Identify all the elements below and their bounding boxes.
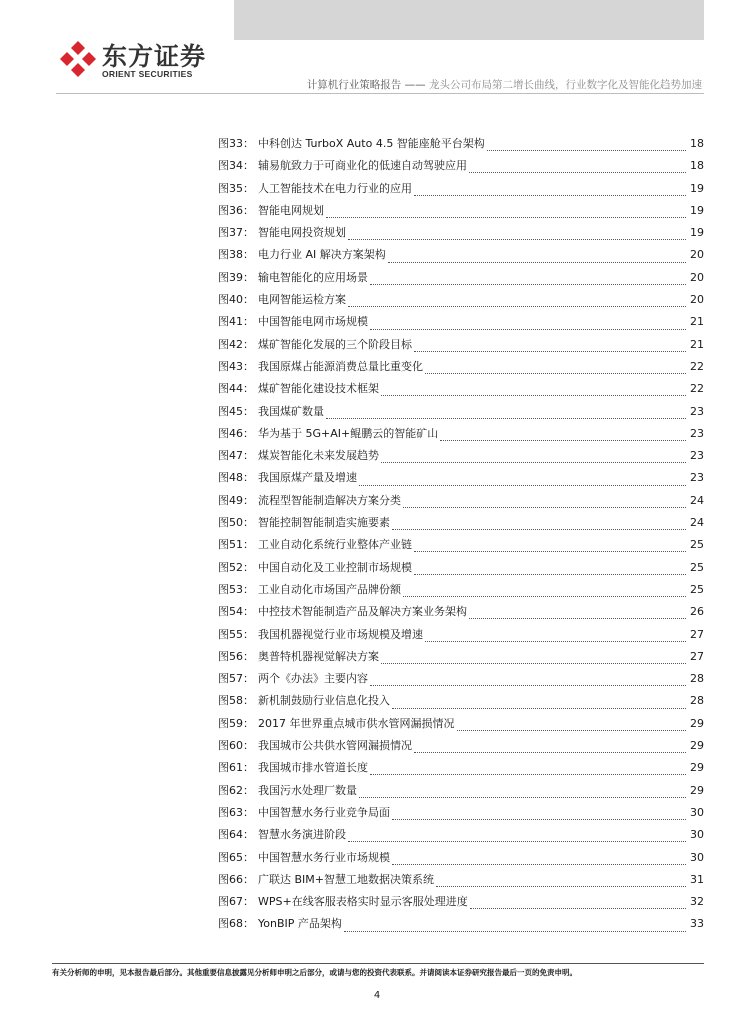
toc-entry-label: 图39：	[218, 270, 254, 284]
toc-entry-title: 我国原煤产量及增速	[258, 471, 357, 485]
toc-entry-title: 煤炭智能化未来发展趋势	[258, 449, 379, 463]
toc-entry-page: 30	[690, 828, 704, 842]
toc-dot-leader	[414, 573, 686, 575]
toc-entry-title: 我国原煤占能源消费总量比重变化	[258, 359, 423, 373]
toc-entry-page: 25	[690, 538, 704, 552]
toc-entry-label: 图41：	[218, 315, 254, 329]
toc-entry-page: 27	[690, 649, 704, 663]
toc-entry-label: 图54：	[218, 605, 254, 619]
toc-dot-leader	[469, 617, 686, 619]
toc-entry-label: 图42：	[218, 337, 254, 351]
toc-dot-leader	[348, 238, 686, 240]
toc-entry-page: 28	[690, 694, 704, 708]
toc-entry-title: 中国智能电网市场规模	[258, 315, 368, 329]
toc-entry-title: 奥普特机器视觉解决方案	[258, 649, 379, 663]
toc-entry-page: 29	[690, 761, 704, 775]
toc-entry[interactable]	[218, 269, 704, 291]
toc-entry-page: 24	[690, 493, 704, 507]
toc-entry[interactable]	[218, 246, 704, 268]
toc-entry[interactable]	[218, 380, 704, 402]
toc-entry[interactable]	[218, 692, 704, 714]
toc-dot-leader	[470, 907, 686, 909]
toc-dot-leader	[425, 640, 686, 642]
toc-entry-page: 29	[690, 739, 704, 753]
toc-dot-leader	[392, 863, 686, 865]
toc-entry-page: 31	[690, 872, 704, 886]
toc-entry-page: 28	[690, 672, 704, 686]
toc-entry[interactable]	[218, 224, 704, 246]
toc-entry-title: WPS+在线客服表格实时显示客服处理进度	[258, 895, 468, 909]
toc-dot-leader	[425, 372, 686, 374]
toc-entry[interactable]	[218, 514, 704, 536]
toc-entry-page: 26	[690, 605, 704, 619]
toc-entry-title: 广联达 BIM+智慧工地数据决策系统	[258, 872, 434, 886]
toc-dot-leader	[370, 328, 686, 330]
toc-entry-page: 19	[690, 203, 704, 217]
toc-entry-title: 辅易航致力于可商业化的低速自动驾驶应用	[258, 159, 467, 173]
toc-entry[interactable]	[218, 358, 704, 380]
toc-entry[interactable]	[218, 492, 704, 514]
toc-entry-title: YonBIP 产品架构	[258, 917, 342, 931]
toc-entry-label: 图50：	[218, 516, 254, 530]
toc-entry[interactable]	[218, 313, 704, 335]
toc-entry-label: 图40：	[218, 293, 254, 307]
toc-entry-page: 19	[690, 226, 704, 240]
toc-entry[interactable]	[218, 336, 704, 358]
toc-entry-page: 30	[690, 805, 704, 819]
toc-entry[interactable]	[218, 670, 704, 692]
header-top-bar-gap	[704, 0, 754, 40]
toc-entry-label: 图58：	[218, 694, 254, 708]
footer-disclaimer: 有关分析师的申明，见本报告最后部分。其他重要信息披露见分析师申明之后部分，或请与您的投资代表联系。并请阅读本证券研究报告最后一页的免责申明。	[52, 968, 577, 977]
toc-dot-leader	[414, 550, 686, 552]
report-dash: ——	[404, 79, 426, 91]
toc-entry[interactable]	[218, 447, 704, 469]
toc-dot-leader	[436, 885, 686, 887]
toc-entry-title: 工业自动化系统行业整体产业链	[258, 538, 412, 552]
toc-entry-page: 20	[690, 293, 704, 307]
toc-dot-leader	[348, 305, 686, 307]
toc-entry-page: 20	[690, 248, 704, 262]
toc-entry-title: 中科创达 TurboX Auto 4.5 智能座舱平台架构	[258, 137, 485, 150]
toc-entry[interactable]	[218, 737, 704, 759]
toc-dot-leader	[392, 528, 686, 530]
toc-entry-label: 图35：	[218, 181, 254, 195]
toc-entry-label: 图64：	[218, 828, 254, 842]
toc-entry-title: 我国机器视觉行业市场规模及增速	[258, 627, 423, 641]
toc-entry-title: 我国城市排水管道长度	[258, 761, 368, 775]
toc-entry-title: 工业自动化市场国产品牌份额	[258, 582, 401, 596]
toc-entry-page: 25	[690, 560, 704, 574]
toc-entry-title: 我国城市公共供水管网漏损情况	[258, 739, 412, 753]
toc-entry-page: 29	[690, 783, 704, 797]
header-top-bar	[234, 0, 704, 40]
toc-entry-page: 23	[690, 426, 704, 440]
toc-dot-leader	[403, 506, 686, 508]
toc-dot-leader	[359, 796, 686, 798]
company-logo	[58, 35, 228, 83]
toc-entry[interactable]	[218, 759, 704, 781]
toc-dot-leader	[440, 439, 686, 441]
toc-entry-label: 图59：	[218, 716, 254, 730]
toc-entry-label: 图65：	[218, 850, 254, 864]
toc-entry[interactable]	[218, 403, 704, 425]
toc-entry[interactable]	[218, 202, 704, 224]
toc-dot-leader	[392, 707, 686, 709]
toc-entry-label: 图60：	[218, 739, 254, 753]
toc-entry[interactable]	[218, 893, 704, 915]
toc-entry-page: 22	[690, 382, 704, 396]
toc-entry-page: 21	[690, 315, 704, 329]
footer-divider	[52, 963, 704, 964]
toc-dot-leader	[469, 171, 686, 173]
toc-entry-page: 18	[690, 137, 704, 150]
toc-entry[interactable]	[218, 536, 704, 558]
toc-entry[interactable]	[218, 291, 704, 313]
toc-entry[interactable]	[218, 804, 704, 826]
toc-dot-leader	[392, 818, 686, 820]
toc-entry-label: 图46：	[218, 426, 254, 440]
toc-entry-label: 图43：	[218, 359, 254, 373]
toc-entry-page: 19	[690, 181, 704, 195]
toc-entry-page: 27	[690, 627, 704, 641]
toc-entry-page: 30	[690, 850, 704, 864]
toc-dot-leader	[326, 417, 686, 419]
toc-entry[interactable]	[218, 603, 704, 625]
toc-entry[interactable]	[218, 648, 704, 670]
toc-dot-leader	[359, 484, 686, 486]
toc-entry-page: 23	[690, 404, 704, 418]
toc-entry-label: 图33：	[218, 137, 254, 150]
toc-entry-label: 图56：	[218, 649, 254, 663]
toc-entry-page: 32	[690, 895, 704, 909]
toc-entry-title: 两个《办法》主要内容	[258, 672, 368, 686]
logo-english-name: ORIENT SECURITIES	[102, 69, 193, 79]
toc-entry-title: 智能电网规划	[258, 203, 324, 217]
header-divider	[56, 93, 704, 94]
toc-entry-label: 图45：	[218, 404, 254, 418]
toc-entry-title: 人工智能技术在电力行业的应用	[258, 181, 412, 195]
toc-entry-title: 电网智能运检方案	[258, 293, 346, 307]
toc-entry-page: 29	[690, 716, 704, 730]
toc-entry-label: 图66：	[218, 872, 254, 886]
toc-dot-leader	[381, 461, 686, 463]
toc-entry-title: 流程型智能制造解决方案分类	[258, 493, 401, 507]
toc-entry-label: 图52：	[218, 560, 254, 574]
report-header-title	[280, 77, 702, 92]
toc-entry-title: 煤矿智能化发展的三个阶段目标	[258, 337, 412, 351]
toc-entry-label: 图44：	[218, 382, 254, 396]
toc-dot-leader	[388, 261, 686, 263]
toc-entry[interactable]	[218, 826, 704, 848]
toc-entry[interactable]	[218, 715, 704, 737]
toc-dot-leader	[344, 930, 686, 932]
orient-logo-icon	[58, 39, 98, 79]
toc-entry[interactable]	[218, 849, 704, 871]
toc-entry-title: 华为基于 5G+AI+鲲鹏云的智能矿山	[258, 426, 439, 440]
toc-entry-title: 智慧水务演进阶段	[258, 828, 346, 842]
toc-entry[interactable]	[218, 581, 704, 603]
toc-entry-title: 新机制鼓励行业信息化投入	[258, 694, 390, 708]
toc-entry-label: 图38：	[218, 248, 254, 262]
toc-entry-page: 22	[690, 359, 704, 373]
toc-entry-label: 图49：	[218, 493, 254, 507]
toc-entry-title: 中国自动化及工业控制市场规模	[258, 560, 412, 574]
toc-entry-label: 图61：	[218, 761, 254, 775]
toc-entry[interactable]	[218, 135, 704, 157]
toc-dot-leader	[370, 283, 686, 285]
toc-entry[interactable]	[218, 157, 704, 179]
toc-dot-leader	[414, 350, 686, 352]
toc-entry-page: 23	[690, 471, 704, 485]
toc-entry-label: 图36：	[218, 203, 254, 217]
toc-entry-title: 中控技术智能制造产品及解决方案业务架构	[258, 605, 467, 619]
toc-dot-leader	[370, 773, 686, 775]
toc-entry[interactable]	[218, 425, 704, 447]
toc-entry-label: 图63：	[218, 805, 254, 819]
report-category: 计算机行业策略报告	[306, 79, 402, 91]
toc-entry-label: 图62：	[218, 783, 254, 797]
toc-entry-title: 智能控制智能制造实施要素	[258, 516, 390, 530]
toc-entry-label: 图53：	[218, 582, 254, 596]
toc-entry-label: 图48：	[218, 471, 254, 485]
toc-entry-label: 图34：	[218, 159, 254, 173]
toc-entry-label: 图51：	[218, 538, 254, 552]
toc-entry-page: 23	[690, 449, 704, 463]
toc-dot-leader	[348, 840, 686, 842]
toc-entry-label: 图37：	[218, 226, 254, 240]
toc-entry-page: 24	[690, 516, 704, 530]
toc-entry[interactable]	[218, 915, 704, 937]
toc-entry[interactable]	[218, 469, 704, 491]
toc-dot-leader	[414, 751, 686, 753]
toc-entry-title: 电力行业 AI 解决方案架构	[258, 248, 386, 262]
toc-dot-leader	[381, 662, 686, 664]
toc-entry-title: 输电智能化的应用场景	[258, 270, 368, 284]
toc-entry-title: 中国智慧水务行业市场规模	[258, 850, 390, 864]
toc-entry-label: 图57：	[218, 672, 254, 686]
toc-entry-title: 2017 年世界重点城市供水管网漏损情况	[258, 716, 455, 730]
toc-entry-page: 18	[690, 159, 704, 173]
toc-entry-label: 图68：	[218, 917, 254, 931]
toc-dot-leader	[457, 729, 687, 731]
report-subtitle: 龙头公司布局第二增长曲线，行业数字化及智能化趋势加速	[429, 79, 702, 91]
toc-entry-page: 33	[690, 917, 704, 931]
toc-dot-leader	[414, 194, 686, 196]
figure-table-of-contents	[218, 135, 704, 938]
toc-entry-label: 图47：	[218, 449, 254, 463]
toc-entry-title: 我国煤矿数量	[258, 404, 324, 418]
logo-chinese-name: 东方证券	[102, 42, 207, 71]
toc-entry-label: 图67：	[218, 895, 254, 909]
toc-dot-leader	[381, 394, 686, 396]
toc-entry-title: 煤矿智能化建设技术框架	[258, 382, 379, 396]
toc-entry-title: 我国污水处理厂数量	[258, 783, 357, 797]
toc-entry-page: 20	[690, 270, 704, 284]
toc-entry-page: 25	[690, 582, 704, 596]
toc-entry-label: 图55：	[218, 627, 254, 641]
toc-dot-leader	[403, 595, 686, 597]
toc-dot-leader	[370, 684, 686, 686]
page-number: 4	[373, 990, 381, 1001]
toc-entry[interactable]	[218, 626, 704, 648]
toc-dot-leader	[326, 216, 686, 218]
toc-entry[interactable]	[218, 180, 704, 202]
toc-dot-leader	[487, 149, 686, 151]
toc-entry-page: 21	[690, 337, 704, 351]
toc-entry[interactable]	[218, 782, 704, 804]
toc-entry-title: 智能电网投资规划	[258, 226, 346, 240]
toc-entry[interactable]	[218, 871, 704, 893]
toc-entry-title: 中国智慧水务行业竞争局面	[258, 805, 390, 819]
toc-entry[interactable]	[218, 559, 704, 581]
